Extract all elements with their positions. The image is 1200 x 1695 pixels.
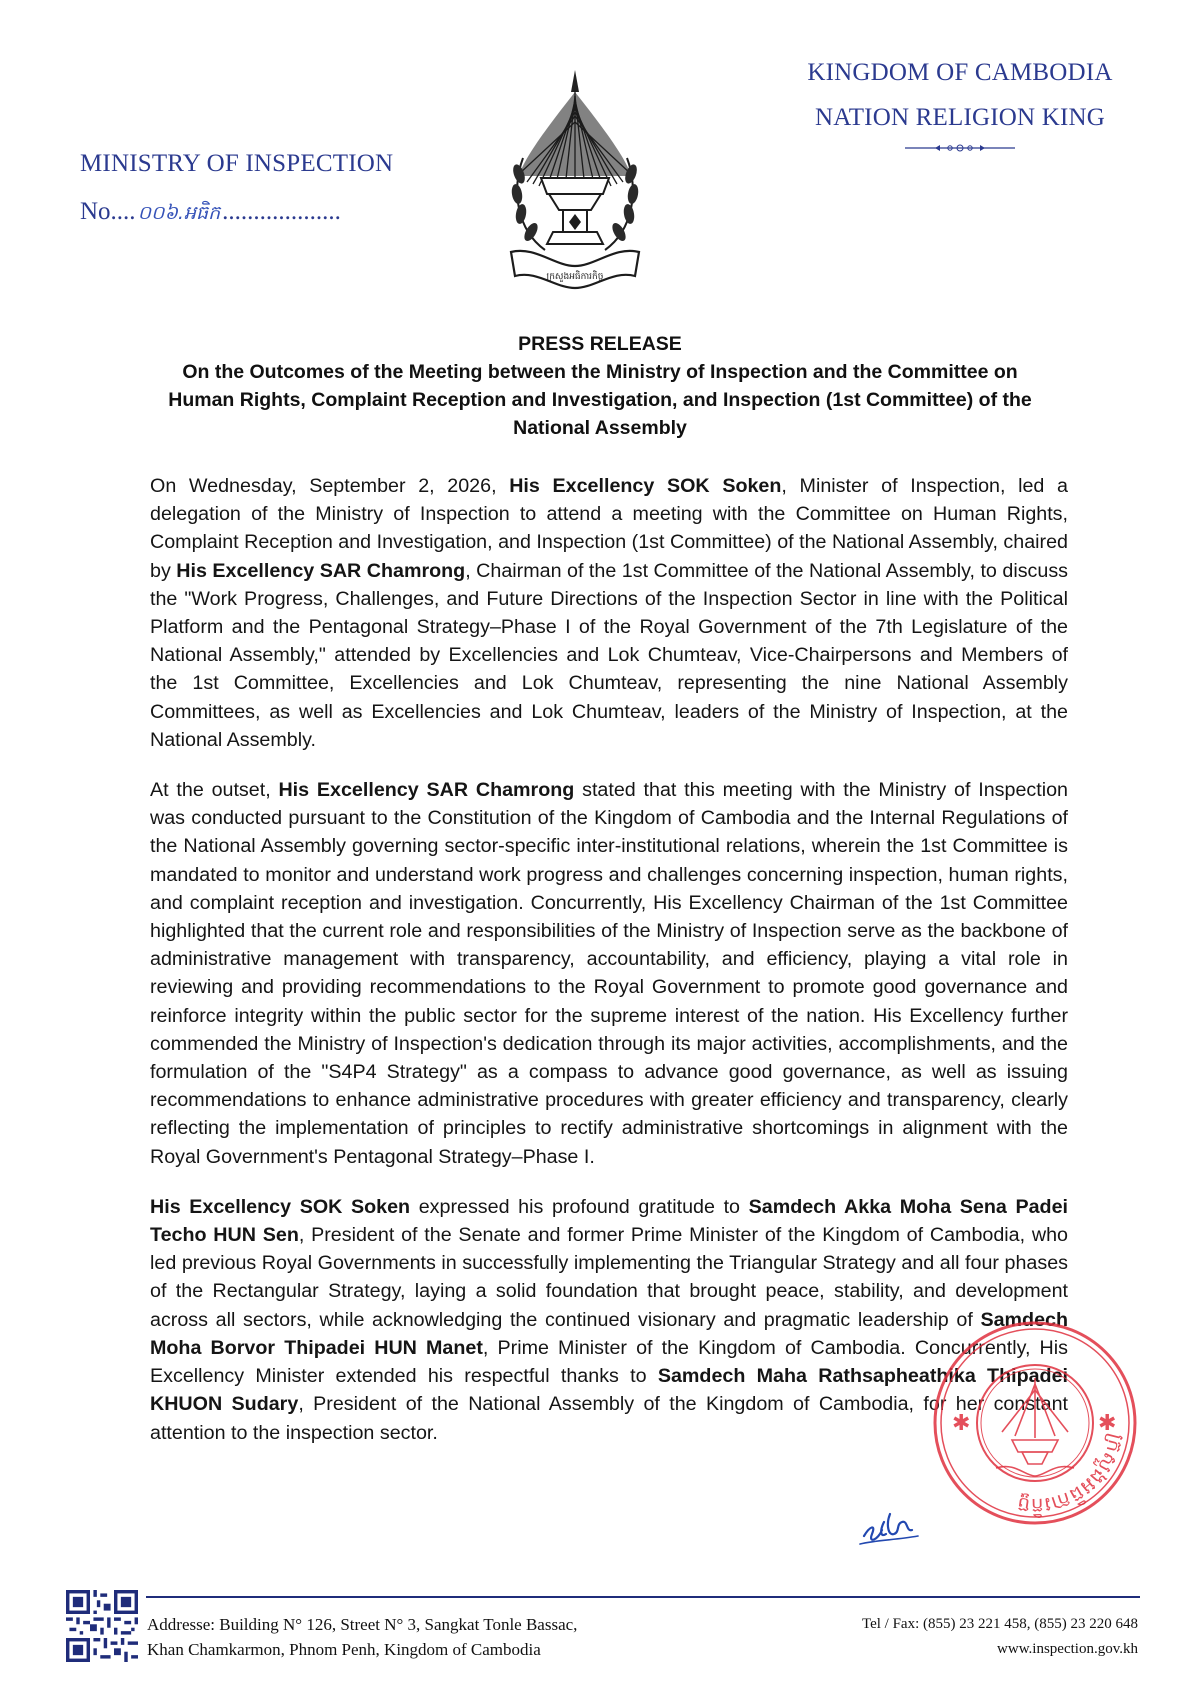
- ornament-divider-icon: [905, 142, 1015, 154]
- p3-text-1: expressed his profound gratitude to: [410, 1195, 749, 1218]
- signature-icon: [856, 1500, 926, 1550]
- p1-bold-1: His Excellency SOK Soken: [509, 475, 782, 497]
- p3-bold-4: Samdech Maha Rathsapheathika Thipadei KHUON Sudary: [150, 1365, 1068, 1416]
- website-link[interactable]: www.inspection.gov.kh: [997, 1641, 1138, 1657]
- document-number-value: ០០៦.អធិក: [137, 202, 221, 224]
- p2-bold-1: His Excellency SAR Chamrong: [278, 779, 575, 802]
- p1-bold-2: His Excellency SAR Chamrong: [176, 559, 466, 582]
- p3-bold-3: Samdech Moha Borvor Thipadei HUN Manet: [150, 1308, 1068, 1359]
- p3-text-3: , Prime Minister of the Kingdom of Cambodia. Concurrently, His Excellency Minister extended his respectful thanks to: [150, 1336, 1068, 1388]
- address-line-1: Addresse: Building N° 126, Street N° 3, Sangkat Tonle Bassac,: [147, 1615, 578, 1634]
- footer-contact: [700, 1612, 1138, 1662]
- p3-bold-1: His Excellency SOK Soken: [150, 1195, 411, 1218]
- national-motto: NATION RELIGION KING: [814, 104, 1106, 131]
- p2-text-1: At the outset,: [150, 779, 279, 802]
- title-line-1: PRESS RELEASE: [518, 333, 682, 355]
- qr-code-icon: [66, 1590, 138, 1662]
- p1-text-3: , Chairman of the 1st Committee of the National Assembly, to discuss the "Work Progress, Challenges, and Future Directions of the Inspection Sector in line with the Political Platform and the Pentagonal Strategy–Phase I of the Royal Government of the 7th Legislature of the National Assembly," attended by Excellencies and Lok Chumteav, Vice-Chairpersons and Members of the 1st Committee, Excellencies and Lok Chumteav, representing the nine National Assembly Committees, as well as Excellencies and Lok Chumteav, leaders of the Ministry of Inspection, at the National Assembly.: [150, 559, 1069, 751]
- kingdom-header: [770, 50, 1150, 154]
- paragraph-2: [150, 776, 1068, 1171]
- document-number: [80, 198, 341, 229]
- svg-text:✱: ✱: [1098, 1411, 1117, 1436]
- document-number-dots: ...................: [222, 198, 341, 225]
- title-line-2: On the Outcomes of the Meeting between the Ministry of Inspection and the Committee on: [182, 361, 1018, 383]
- p1-text-2: , Minister of Inspection, led a delegation of the Ministry of Inspection to attend a meeting with the Committee on Human Rights, Complaint Reception and Investigation, and Inspection (1st Committee) of the National Assembly, chaired by: [150, 475, 1068, 582]
- p3-text-4: , President of the National Assembly of the Kingdom of Cambodia, for her constant attention to the inspection sector.: [150, 1393, 1068, 1444]
- kingdom-title: KINGDOM OF CAMBODIA: [807, 59, 1113, 86]
- p2-text-2: stated that this meeting with the Ministry of Inspection was conducted pursuant to the Constitution of the Kingdom of Cambodia and the Internal Regulations of the National Assembly governing sector-specific inter-institutional relations, wherein the 1st Committee is mandated to monitor and understand work progress and challenges concerning inspection, human rights, and complaint reception and investigation. Concurrently, His Excellency Chairman of the 1st Committee highlighted that the current role and responsibilities of the Ministry of Inspection serve as the backbone of administrative management with transparency, accountability, and efficiency, playing a vital role in reviewing and providing recommendations to the Royal Government to promote good governance and reinforce integrity within the public sector for the supreme interest of the nation. His Excellency further commended the Ministry of Inspection's dedication through its major activities, accomplishments, and the formulation of the "S4P4 Strategy" as a compass to advance good governance, as well as issuing recommendations to enhance administrative procedures with greater efficiency and transparency, clearly reflecting the implementation of principles to rectify administrative shortcomings in alignment with the Royal Government's Pentagonal Strategy–Phase I.: [150, 779, 1069, 1168]
- p3-text-2: , President of the Senate and former Prime Minister of the Kingdom of Cambodia, who led previous Royal Governments in successfully implementing the Triangular Strategy and all four phases of the Rectangular Strategy, laying a solid foundation that brought peace, stability, and development across all sectors, while acknowledging the continued visionary and pragmatic leadership of: [150, 1224, 1068, 1331]
- footer-divider: [146, 1596, 1140, 1598]
- address-line-2: Khan Chamkarmon, Phnom Penh, Kingdom of Cambodia: [147, 1640, 541, 1659]
- emblem-ribbon-text: ក្រសួងអធិការកិច្ច: [546, 272, 604, 282]
- document-number-label: No....: [80, 198, 136, 225]
- footer-address: [147, 1612, 577, 1662]
- seal-outer-text: ក្រសួងអធិការកិច្ច: [1015, 1431, 1130, 1519]
- ministry-name: MINISTRY OF INSPECTION: [80, 150, 394, 177]
- p1-text-1: On Wednesday, September 2, 2026,: [150, 475, 510, 497]
- press-release-title: [140, 330, 1060, 442]
- svg-text:✱: ✱: [952, 1411, 971, 1436]
- ministry-emblem-icon: [505, 70, 645, 295]
- tel-fax: Tel / Fax: (855) 23 221 458, (855) 23 220 648: [861, 1616, 1138, 1632]
- p3-bold-2: Samdech Akka Moha Sena Padei Techo HUN Sen: [150, 1195, 1069, 1247]
- title-line-3: Human Rights, Complaint Reception and Investigation, and Inspection (1st Committee) of the: [168, 389, 1032, 411]
- title-line-4: National Assembly: [513, 417, 687, 439]
- paragraph-1: [150, 472, 1068, 754]
- official-seal-icon: [930, 1318, 1140, 1528]
